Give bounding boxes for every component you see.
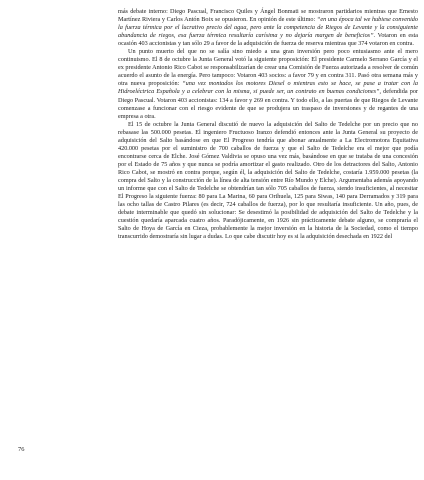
paragraph-text: , defendida por Diego Pascual. Votaron 403 accionistas: 134 a favor y 269 en contra. Y todo ello, a las puertas de que Riegos de Levante comenzase a funcionar con el riesgo evidente de que se produjera un traspaso de inversiones y de regantes de una empresa a otra. xyxy=(118,88,418,120)
paragraph-text: Un punto muerto del que no se salía sino miedo a una gran inversión pero poco entusiasmo ante el mero continuismo. El 8 de octubre la Junta General votó la siguiente proposición: El presidente Carmelo Serrano García y el ex presidente Antonio Rico Cabot se responsabilizarían de crear una Comisión de Fuerza autorizada a resolver de común acuerdo el asunto de la energía. Pero tampoco: Votaron 403 socios: a favor 79 y en contra 311. Pasó otra semana más y otra nueva proposición: xyxy=(118,48,418,88)
paragraph xyxy=(118,8,418,48)
paragraph xyxy=(118,121,418,242)
paragraph-text: . Votaron en esta ocasión 403 accionistas y tan sólo 29 a favor de la adquisición de fuerza de reserva mientras que 374 votaron en contra. xyxy=(118,32,418,48)
paragraph xyxy=(118,48,418,120)
quote-text: “una vez montados los motores Diesel o mientras esto se hace, se pase a tratar con la Hidroeléctrica Española y a celebrar con la misma, si puede ser, un contrato en buenas condiciones” xyxy=(118,80,418,96)
body-text xyxy=(118,8,418,241)
paragraph-text: más debate interno: Diego Pascual, Francisco Quiles y Ángel Bonmati se mostraron partidarios mientras que Ernesto Martínez Riviera y Carlos Antón Boix se opusieron. En opinión de este último: xyxy=(118,8,418,24)
paragraph-text: El 15 de octubre la Junta General discutió de nuevo la adquisición del Salto de Tedelche por un precio que no rebasase las 500.000 pesetas. El ingeniero Fructuoso Iranzo defendió entonces ante la Junta General su proyecto de adquisición del Salto basándose en que El Progreso tendría que abonar anualmente a La Electromotora Equitativa 420.000 pesetas por el suministro de 700 caballos de fuerza y que el Salto de Tedelche era el mejor que podía encontrarse cerca de Elche. José Gómez Valdivia se opuso una vez más, basándose en que se trataba de una concesión por el Estado de 75 años y que nunca se podría amortizar el gasto realizado. Otro de los detractores del Salto, Antonio Rico Cabot, se mostró en contra porque, según él, la adquisición del Salto de Tedelche, costaría 1.959.000 pesetas (la compra del Salto y la construcción de la línea de alta tensión entre Río Mundo y Elche). Argumentaba además apoyando un informe que con el Salto de Tedelche se obtendrían tan sólo 705 caballos de fuerza, siendo insuficientes, al necesitar El Progreso la siguiente fuerza: 80 para La Marina, 60 para Orihuela, 125 para Siwas, 140 para Derramados y 319 para las ocho tallas de Castro Pilares (es decir, 724 caballos de fuerza), por lo que resultaría insuficiente. Un año, pues, de debate interminable que quedó sin solucionar: Se desestimó la posibilidad de adquisición del Salto de Tedelche y la cuestión quedaría aparcada cuatro años. Paradójicamente, en 1926 sin prácticamente debate alguno, se compraría el Salto de Hoya de García en Cieza, probablemente la mejor inversión en la historia de la Sociedad, como el tiempo transcurrido demostraría sin lugar a dudas. Lo que cabe discutir hoy es si la adquisición desechada en 1922 del xyxy=(118,120,418,241)
quote-text: “en una época tal we hubiese convenido la fuerza térmica por el lucrativo precio del agua, pero ante la competencia de Riegos de Levante y la consiguiente abundancia de riegos, esa fuerza térmica resultaría carísima y no dejaría margen de beneficios” xyxy=(118,16,418,40)
page-number: 76 xyxy=(18,446,25,453)
